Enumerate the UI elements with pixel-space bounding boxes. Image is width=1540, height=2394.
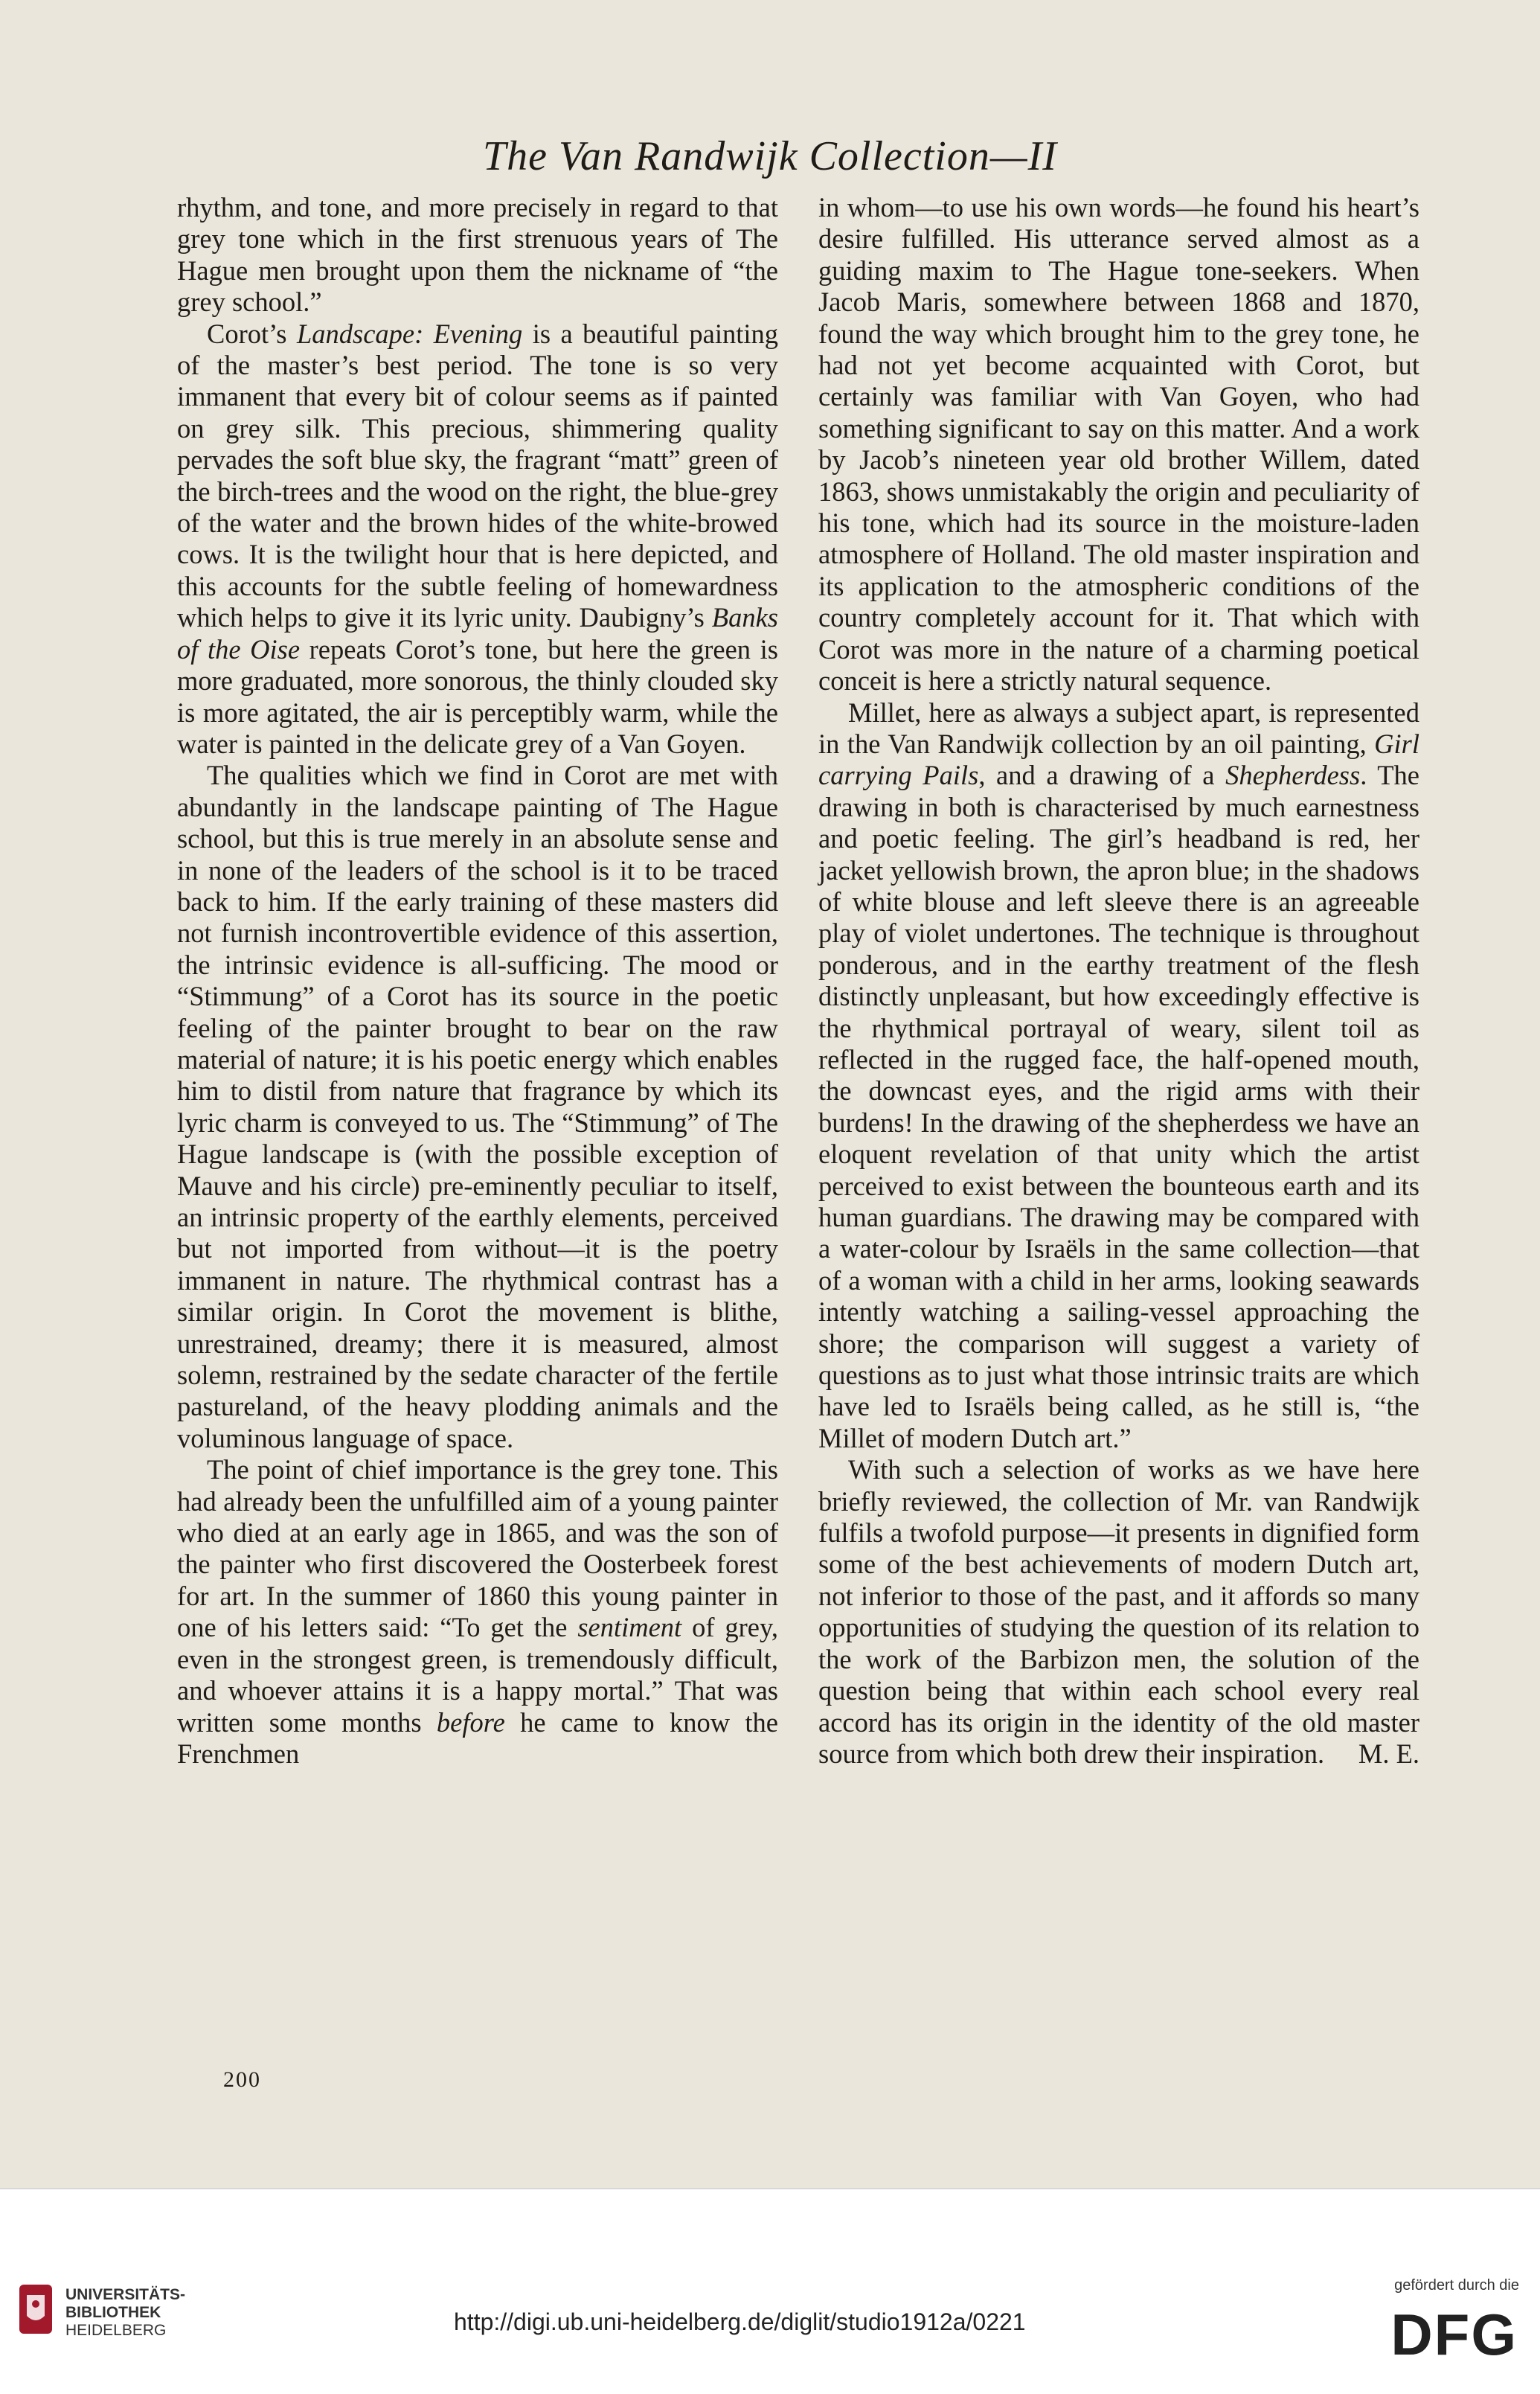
artwork-title: Shepherdess [1225, 760, 1361, 791]
library-logo[interactable] [16, 2280, 202, 2355]
document-url-link[interactable]: http://digi.ub.uni-heidelberg.de/diglit/studio1912a/0221 [454, 2308, 1026, 2335]
paragraph: The point of chief importance is the grey tone. This had already been the unfulfilled aim of a young painter who died at an early age in 1865, and was the son of the painter who first discovered the Oosterbeek forest for art. In the summer of 1860 this young painter in one of his letters said: “To get the sentiment of grey, even in the strongest green, is tremendously difficult, and whoever attains it is a happy mortal.” That was written some months before he came to know the Frenchmen [177, 1454, 778, 1769]
university-seal-icon [16, 2280, 58, 2340]
paragraph: in whom—to use his own words—he found his heart’s desire fulfilled. His utterance served almost as a guiding maxim to The Hague tone-seekers. When Jacob Maris, somewhere between 1868 and 1870, found the way which brought him to the grey tone, he had not yet become acquainted with Corot, but certainly was familiar with Van Goyen, who had something significant to say on this matter. And a work by Jacob’s nineteen year old brother Willem, dated 1863, shows unmistakably the origin and peculiarity of his tone, which had its source in the moisture-laden atmosphere of Holland. The old master inspiration and its application to the atmospheric conditions of the country completely account for it. That which with Corot was more in the nature of a charming poetical conceit is here a strictly natural sequence. [818, 192, 1419, 697]
artwork-title: Landscape: Evening [296, 318, 523, 349]
emphasis: before [436, 1706, 505, 1738]
left-column [177, 192, 778, 1770]
running-title: The Van Randwijk Collection—II [483, 133, 1057, 179]
paragraph: Corot’s Landscape: Evening is a beautiful painting of the master’s best period. The tone is so very immanent that every bit of colour seems as if painted on grey silk. This precious, shimmering quality pervades the soft blue sky, the fragrant “matt” green of the birch-trees and the wood on the right, the blue-grey of the water and the brown hides of the white-browed cows. It is the twilight hour that is here depicted, and this accounts for the subtle feeling of homewardness which helps to give it its lyric unity. Daubigny’s Banks of the Oise repeats Corot’s tone, but here the green is more graduated, more sonorous, the thinly clouded sky is more agitated, the air is perceptibly warm, while the water is painted in the delicate grey of a Van Goyen. [177, 318, 778, 759]
artwork-title: Banks of the Oise [177, 602, 778, 665]
paragraph: The qualities which we find in Corot are met with abundantly in the landscape painting of The Hague school, but this is true merely in an absolute sense and in none of the leaders of the school is it to be traced back to him. If the early training of these masters did not furnish incontrovertible evidence of this assertion, the intrinsic evidence is all-sufficing. The mood or “Stimmung” of a Corot has its source in the poetic feeling of the painter brought to bear on the raw material of nature; it is his poetic energy which enables him to distil from nature that fragrance by which its lyric charm is conveyed to us. The “Stimmung” of The Hague landscape is (with the possible exception of Mauve and his circle) pre-eminently peculiar to itself, an intrinsic property of the earthly elements, perceived but not imported from without—it is the poetry immanent in nature. The rhythmical contrast has a similar origin. In Corot the movement is blithe, unrestrained, dreamy; there it is measured, almost solemn, restrained by the sedate character of the fertile pastureland, of the heavy plodding animals and the voluminous language of space. [177, 760, 778, 1453]
page-number: 200 [223, 2067, 261, 2092]
author-signature: M. E. [1358, 1738, 1419, 1769]
funding-note: gefördert durch die [1394, 2277, 1519, 2294]
paragraph: rhythm, and tone, and more precisely in regard to that grey tone which in the first strenuous years of The Hague men brought upon them the nickname of “the grey school.” [177, 192, 778, 318]
paragraph: With such a selection of works as we have here briefly reviewed, the collection of Mr. van Randwijk fulfils a twofold purpose—it presents in dignified form some of the best achievements of modern Dutch art, not inferior to those of the past, and it affords so many opportunities of studying the question of its relation to the work of the Barbizon men, the solution of the question being that within each school every real accord has its origin in the identity of the old master source from which both drew their inspiration. M. E. [818, 1454, 1419, 1769]
dfg-logo[interactable]: DFG [1390, 2302, 1518, 2367]
viewer-footer [0, 2188, 1540, 2394]
right-column [818, 192, 1419, 1770]
artwork-title: Girl carrying Pails [818, 728, 1419, 791]
paragraph: Millet, here as always a subject apart, is represented in the Van Randwijk collection by an oil painting, Girl carrying Pails, and a drawing of a Shepherdess. The drawing in both is characterised by much earnestness and poetic feeling. The girl’s headband is red, her jacket yellowish brown, the apron blue; in the shadows of white blouse and left sleeve there is an agreeable play of violet undertones. The technique is throughout ponderous, and in the earthy treatment of the flesh distinctly unpleasant, but how exceedingly effective is the rhythmical portrayal of weary, silent toil as reflected in the rugged face, the half-opened mouth, the downcast eyes, and the rigid arms with their burdens! In the drawing of the shepherdess we have an eloquent revelation of that unity which the artist perceived to exist between the bounteous earth and its human guardians. The drawing may be compared with a water-colour by Israëls in the same collection—that of a woman with a child in her arms, looking seawards intently watching a sailing-vessel approaching the shore; the comparison will suggest a variety of questions as to just what those intrinsic traits are which have led to Israëls being called, as he still is, “the Millet of modern Dutch art.” [818, 697, 1419, 1453]
library-name: UNIVERSITÄTS- BIBLIOTHEK HEIDELBERG [65, 2286, 186, 2339]
emphasis: sentiment [577, 1612, 682, 1643]
